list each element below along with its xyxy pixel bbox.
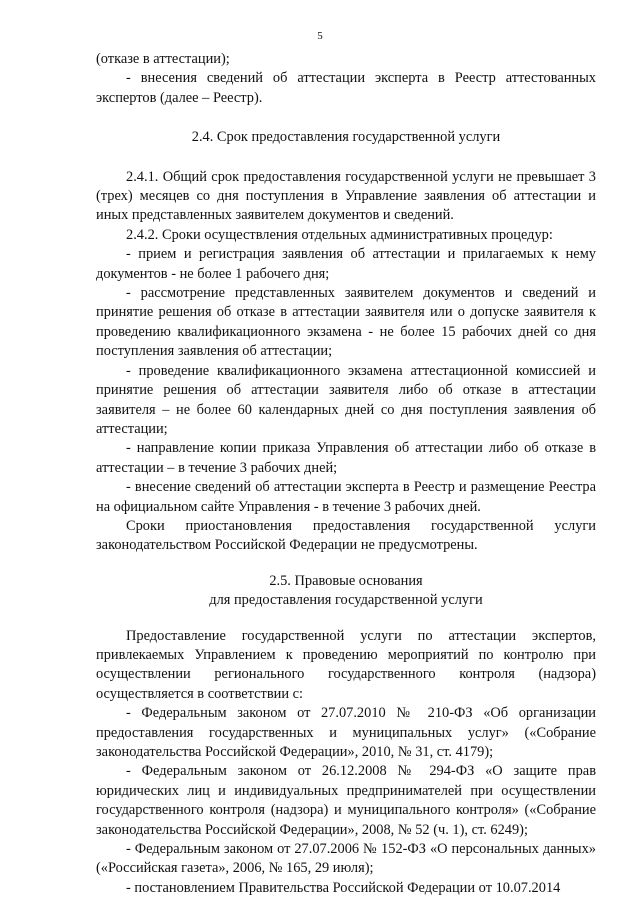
paragraph: - рассмотрение представленных заявителем документов и сведений и принятие решения об отказе в аттестации заявителя или о допуске заявителя к проведению квалификационного экзамена - не более 15 рабочих дней со дня поступления заявления об аттестации; — [96, 285, 596, 360]
paragraph: - внесения сведений об аттестации эксперта в Реестр аттестованных экспертов (далее – Реестр). — [96, 70, 596, 106]
page-number: 5 — [317, 30, 323, 42]
paragraph: - проведение квалификационного экзамена аттестационной комиссией и принятие решения об аттестации заявителя либо об отказе в аттестации заявителя – не более 60 календарных дней со дня поступления заявления об аттестации; — [96, 362, 596, 437]
paragraph: - постановлением Правительства Российской Федерации от 10.07.2014 — [126, 879, 561, 896]
section-heading-2-5: 2.5. Правовые основания — [269, 572, 423, 589]
paragraph: - внесение сведений об аттестации эксперта в Реестр и размещение Реестра на официальном сайте Управления - в течение 3 рабочих дней. — [96, 479, 596, 515]
paragraph: 2.4.1. Общий срок предоставления государственной услуги не превышает 3 (трех) месяцев со дня поступления в Управление заявления об аттестации и иных представленных заявителем документов и сведений. — [96, 168, 596, 224]
section-heading-2-5-subtitle: для предоставления государственной услуги — [209, 592, 483, 609]
paragraph: Сроки приостановления предоставления государственной услуги законодательством Российской Федерации не предусмотрены. — [96, 517, 596, 554]
paragraph: - Федеральным законом от 27.07.2006 № 152-ФЗ «О персональных данных» («Российская газета», 2006, № 165, 29 июля); — [96, 841, 596, 877]
document-body — [96, 50, 596, 898]
paragraph: Предоставление государственной услуги по аттестации экспертов, привлекаемых Управлением к проведению мероприятий по контролю при осуществлении регионального государственного контроля (надзора) осуществляется в соответствии с: — [96, 627, 596, 702]
paragraph: - направление копии приказа Управления об аттестации либо об отказе в аттестации – в течение 3 рабочих дней; — [96, 440, 596, 476]
paragraph: 2.4.2. Сроки осуществления отдельных административных процедур: — [126, 226, 553, 243]
paragraph: (отказе в аттестации); — [96, 51, 230, 67]
paragraph: - прием и регистрация заявления об аттестации и прилагаемых к нему документов - не более 1 рабочего дня; — [96, 246, 596, 282]
paragraph: - Федеральным законом от 26.12.2008 № 294-ФЗ «О защите прав юридических лиц и индивидуальных предпринимателей при осуществлении государственного контроля (надзора) и муниципального контроля» («Собрание законодательства Российской Федерации», 2008, № 52 (ч. 1), ст. 6249); — [96, 763, 596, 838]
paragraph: - Федеральным законом от 27.07.2010 № 210-ФЗ «Об организации предоставления государственных и муниципальных услуг» («Собрание законодательства Российской Федерации», 2010, № 31, ст. 4179); — [96, 705, 596, 760]
section-heading-2-4: 2.4. Срок предоставления государственной услуги — [191, 129, 501, 146]
